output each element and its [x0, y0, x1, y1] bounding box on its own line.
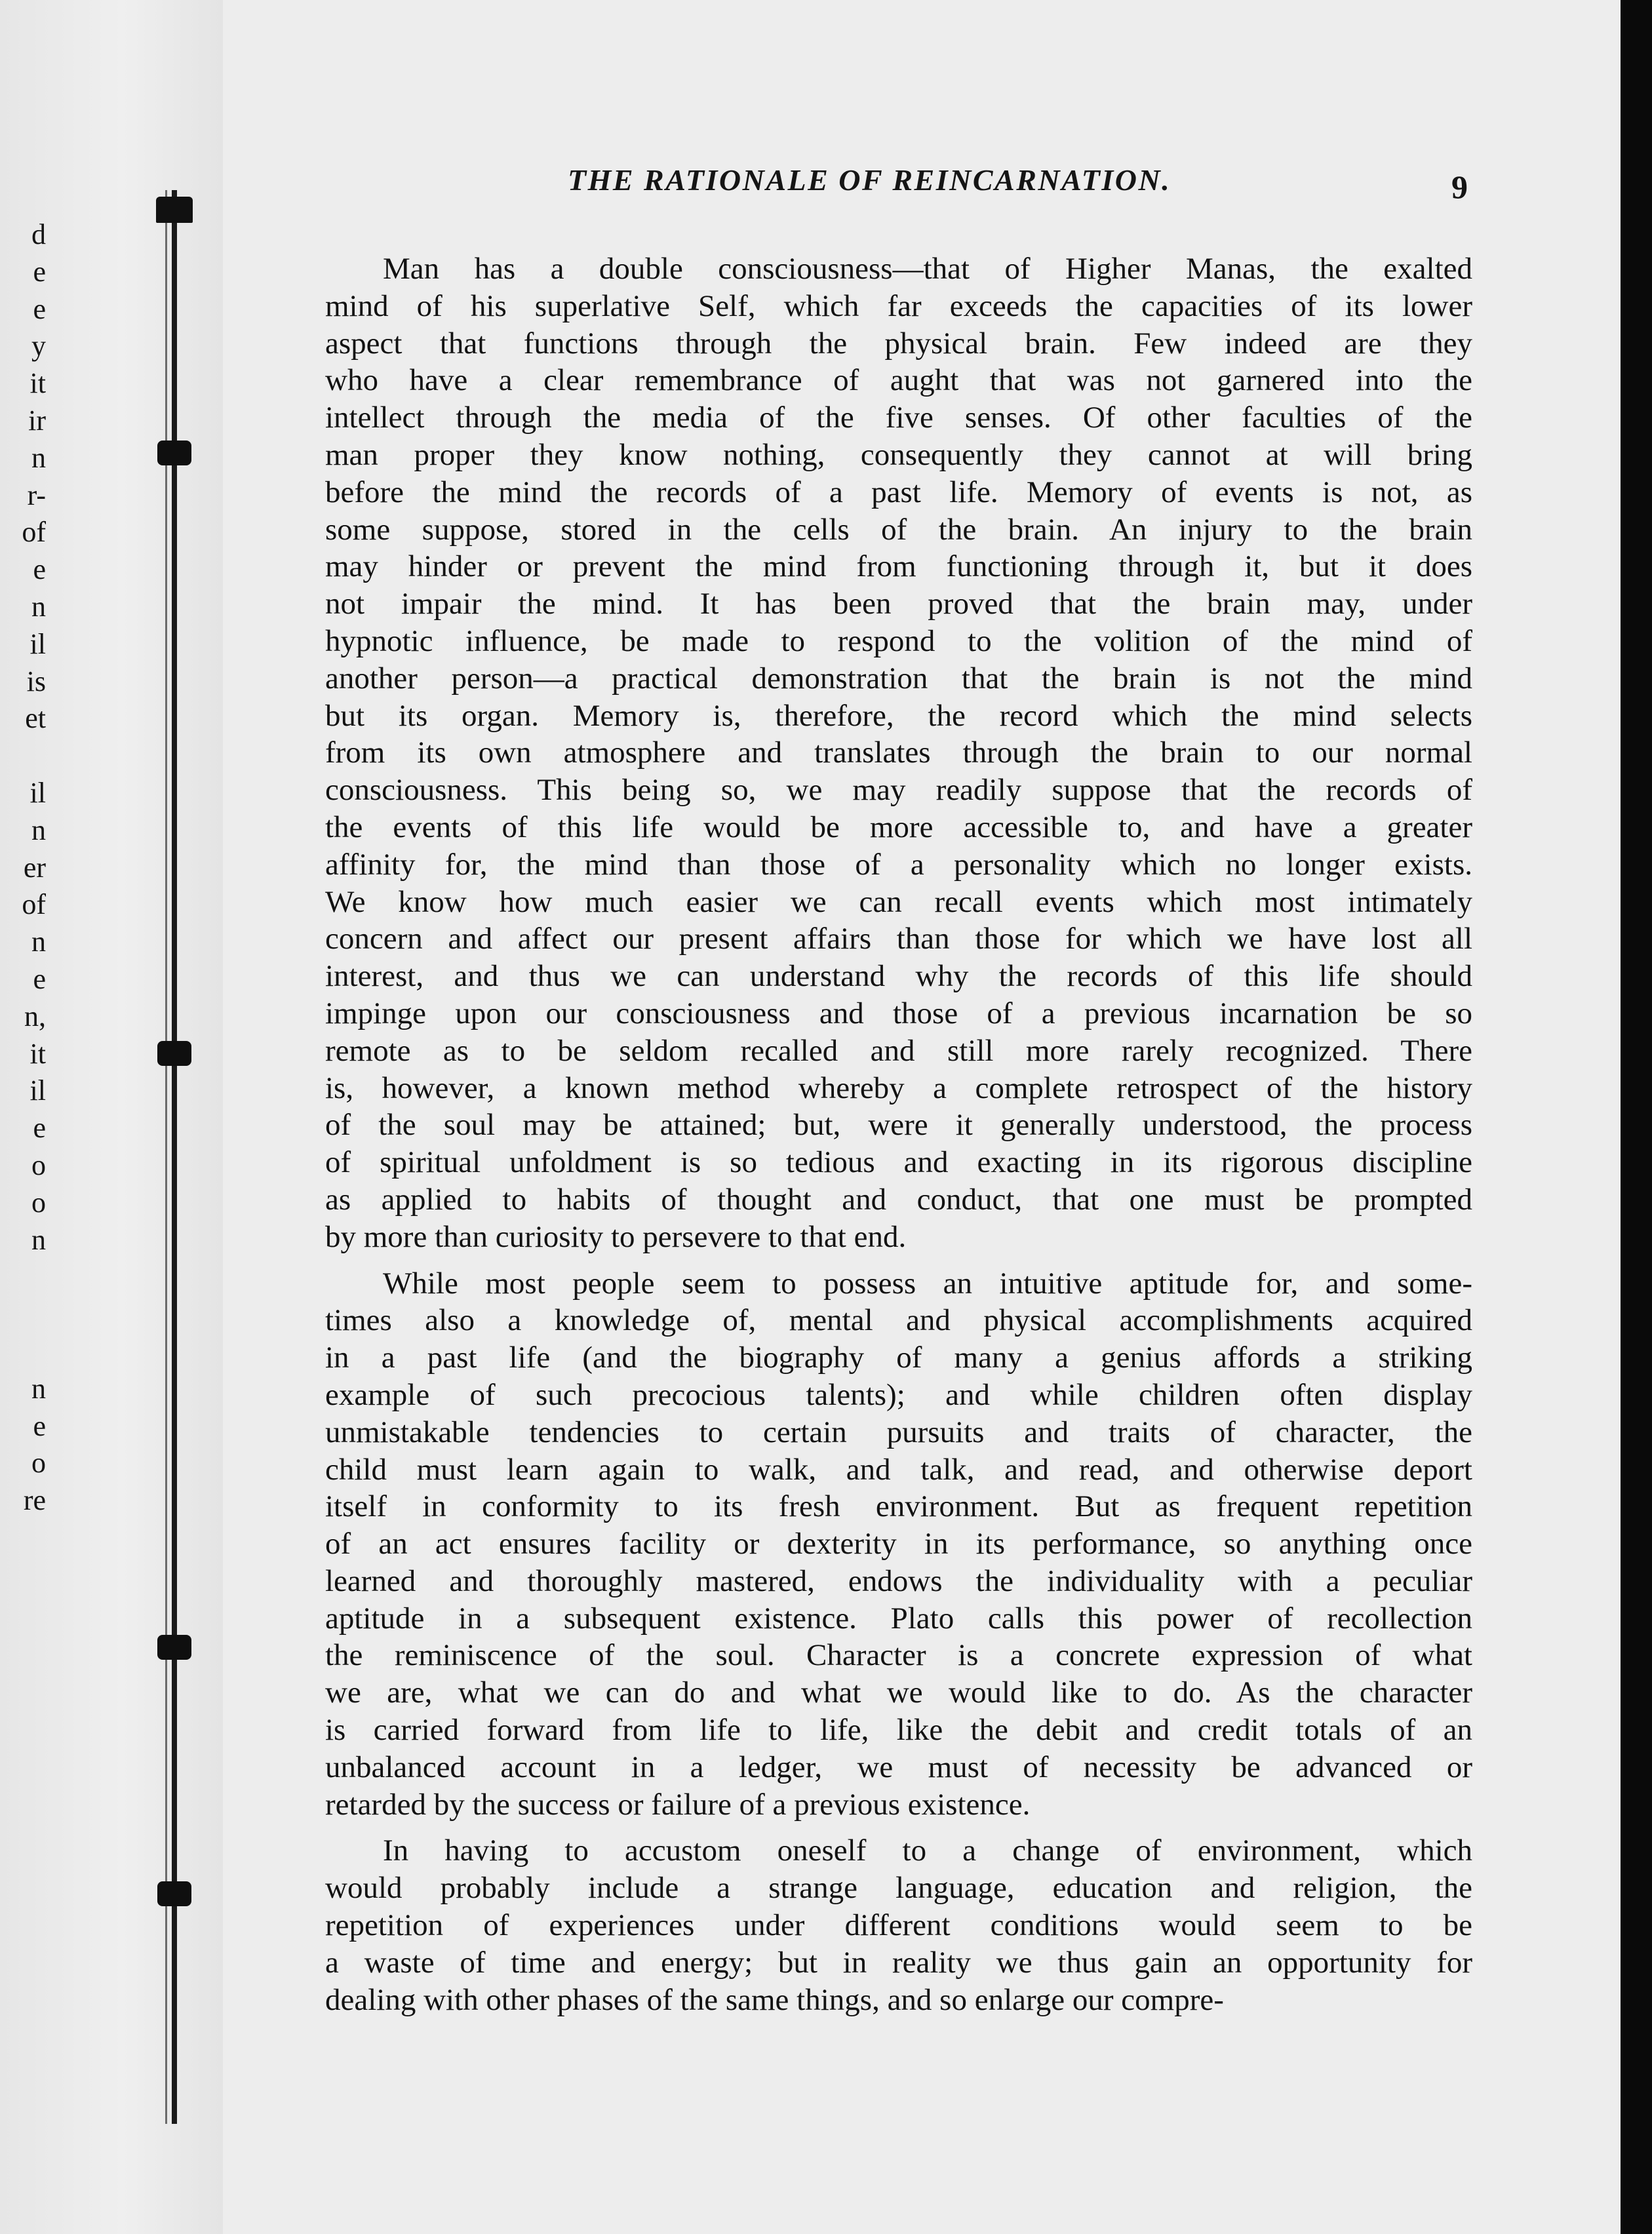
- previous-page-fragment: n: [31, 813, 46, 846]
- previous-page-fragment: of: [22, 888, 46, 921]
- previous-page-fragment: [0, 1259, 46, 1296]
- text-line: Man has a double consciousness—that of Higher Manas, the exalted: [383, 252, 1472, 286]
- previous-page-fragment: o: [31, 1148, 46, 1181]
- text-line: retarded by the success or failure of a previous existence.: [325, 1787, 1031, 1822]
- paragraph: [325, 1265, 1472, 1824]
- previous-page-fragment: of: [22, 516, 46, 549]
- text-line: interest, and thus we can understand why the records of this life should: [325, 959, 1472, 994]
- text-line: of the soul may be attained; but, were it generally understood, the process: [325, 1108, 1472, 1143]
- text-line: is carried forward from life to life, like the debit and credit totals of an: [325, 1713, 1472, 1748]
- previous-page-fragment: it: [30, 1037, 46, 1070]
- previous-page-fragment: it: [30, 367, 46, 400]
- previous-page-fragment: o: [31, 1447, 46, 1480]
- binding-stitch: [157, 441, 191, 465]
- right-shadow: [1621, 0, 1652, 2234]
- text-line: in a past life (and the biography of many a genius affords a striking: [325, 1341, 1472, 1375]
- previous-page-fragment: e: [33, 1112, 46, 1145]
- previous-page-fragment: o: [31, 1186, 46, 1219]
- text-line: affinity for, the mind than those of a personality which no longer exists.: [325, 847, 1472, 882]
- text-line: aspect that functions through the physical brain. Few indeed are they: [325, 326, 1472, 361]
- text-line: times also a knowledge of, mental and physical accomplishments acquired: [325, 1303, 1472, 1338]
- previous-page-fragment: ir: [28, 404, 46, 437]
- text-line: we are, what we can do and what we would like to do. As the character: [325, 1676, 1472, 1710]
- paragraph: [325, 250, 1472, 1256]
- previous-page-fragment: n: [31, 590, 46, 623]
- text-line: intellect through the media of the five senses. Of other faculties of the: [325, 401, 1472, 435]
- text-line: concern and affect our present affairs than those for which we have lost all: [325, 922, 1472, 956]
- text-line: unmistakable tendencies to certain pursuits and traits of character, the: [325, 1415, 1472, 1449]
- text-line: itself in conformity to its fresh environment. But as frequent repetition: [325, 1489, 1472, 1524]
- previous-page-edge-text: [0, 216, 46, 1519]
- spine-line: [172, 190, 177, 2124]
- text-line: We know how much easier we can recall events which most intimately: [325, 884, 1472, 919]
- text-line: who have a clear remembrance of aught that was not garnered into the: [325, 363, 1472, 398]
- previous-page-fragment: is: [26, 665, 46, 697]
- text-line: but its organ. Memory is, therefore, the record which the mind selects: [325, 698, 1472, 733]
- previous-page-fragment: et: [25, 702, 46, 735]
- previous-page-fragment: il: [30, 627, 46, 660]
- previous-page-fragment: n: [31, 1372, 46, 1405]
- text-line: mind of his superlative Self, which far exceeds the capacities of its lower: [325, 288, 1472, 323]
- text-line: example of such precocious talents); and while children often display: [325, 1377, 1472, 1412]
- text-line: While most people seem to possess an intuitive aptitude for, and some-: [383, 1266, 1472, 1301]
- previous-page-fragment: n: [31, 926, 46, 958]
- previous-page-fragment: il: [30, 776, 46, 809]
- previous-page-fragment: n,: [24, 1000, 46, 1032]
- text-line: another person—a practical demonstration that the brain is not the mind: [325, 661, 1472, 696]
- text-line: may hinder or prevent the mind from functioning through it, but it does: [325, 549, 1472, 584]
- text-line: hypnotic influence, be made to respond to the volition of the mind of: [325, 623, 1472, 658]
- text-line: before the mind the records of a past life. Memory of events is not, as: [325, 475, 1472, 509]
- previous-page-fragment: [0, 737, 46, 775]
- previous-page-fragment: [0, 1333, 46, 1371]
- previous-page-fragment: re: [23, 1484, 46, 1517]
- binding-stitch: [157, 1041, 191, 1066]
- text-line: not impair the mind. It has been proved that the brain may, under: [325, 587, 1472, 621]
- text-line: some suppose, stored in the cells of the brain. An injury to the brain: [325, 512, 1472, 547]
- previous-page-fragment: e: [33, 255, 46, 288]
- text-line: consciousness. This being so, we may readily suppose that the records of: [325, 773, 1472, 808]
- previous-page-fragment: y: [31, 330, 46, 363]
- binding-stitch: [157, 1635, 191, 1660]
- previous-page-fragment: r-: [27, 479, 46, 511]
- text-line: unbalanced account in a ledger, we must of necessity be advanced or: [325, 1750, 1472, 1784]
- text-line: of an act ensures facility or dexterity in its performance, so anything once: [325, 1527, 1472, 1561]
- text-line: dealing with other phases of the same things, and so enlarge our compre-: [325, 1982, 1224, 2017]
- text-line: is, however, a known method whereby a complete retrospect of the history: [325, 1070, 1472, 1105]
- previous-page-fragment: e: [33, 1409, 46, 1442]
- text-line: a waste of time and energy; but in reality we thus gain an opportunity for: [325, 1945, 1472, 1980]
- binding-gutter: [0, 0, 223, 2234]
- previous-page-fragment: er: [23, 851, 46, 884]
- text-line: repetition of experiences under different conditions would seem to be: [325, 1908, 1472, 1943]
- page-header: [0, 163, 1621, 208]
- paragraph: [325, 1832, 1472, 2018]
- previous-page-fragment: d: [31, 218, 46, 250]
- text-line: aptitude in a subsequent existence. Plato calls this power of recollection: [325, 1601, 1472, 1636]
- text-line: the reminiscence of the soul. Character is a concrete expression of what: [325, 1638, 1472, 1673]
- page-number: 9: [1451, 168, 1468, 205]
- previous-page-fragment: e: [33, 553, 46, 586]
- previous-page-fragment: e: [33, 962, 46, 995]
- text-line: man proper they know nothing, consequently they cannot at will bring: [325, 437, 1472, 472]
- text-line: by more than curiosity to persevere to that end.: [325, 1219, 907, 1254]
- previous-page-fragment: [0, 1296, 46, 1333]
- text-line: the events of this life would be more accessible to, and have a greater: [325, 810, 1472, 844]
- previous-page-fragment: n: [31, 1223, 46, 1256]
- spine-shadow-line: [165, 190, 167, 2124]
- body-text: [325, 250, 1472, 2028]
- previous-page-fragment: n: [31, 441, 46, 474]
- previous-page-fragment: e: [33, 292, 46, 325]
- text-line: impinge upon our consciousness and those of a previous incarnation be so: [325, 996, 1472, 1030]
- text-line: from its own atmosphere and translates through the brain to our normal: [325, 735, 1472, 770]
- previous-page-fragment: il: [30, 1074, 46, 1107]
- text-line: would probably include a strange language, education and religion, the: [325, 1871, 1472, 1906]
- text-line: child must learn again to walk, and talk, and read, and otherwise deport: [325, 1452, 1472, 1487]
- running-head: THE RATIONALE OF REINCARNATION.: [568, 163, 1171, 197]
- binding-stitch: [157, 1881, 191, 1906]
- text-line: In having to accustom oneself to a change of environment, which: [383, 1833, 1472, 1868]
- text-line: as applied to habits of thought and conduct, that one must be prompted: [325, 1182, 1472, 1217]
- text-line: remote as to be seldom recalled and still more rarely recognized. There: [325, 1033, 1472, 1068]
- text-line: learned and thoroughly mastered, endows the individuality with a peculiar: [325, 1563, 1472, 1598]
- text-line: of spiritual unfoldment is so tedious and exacting in its rigorous discipline: [325, 1145, 1472, 1180]
